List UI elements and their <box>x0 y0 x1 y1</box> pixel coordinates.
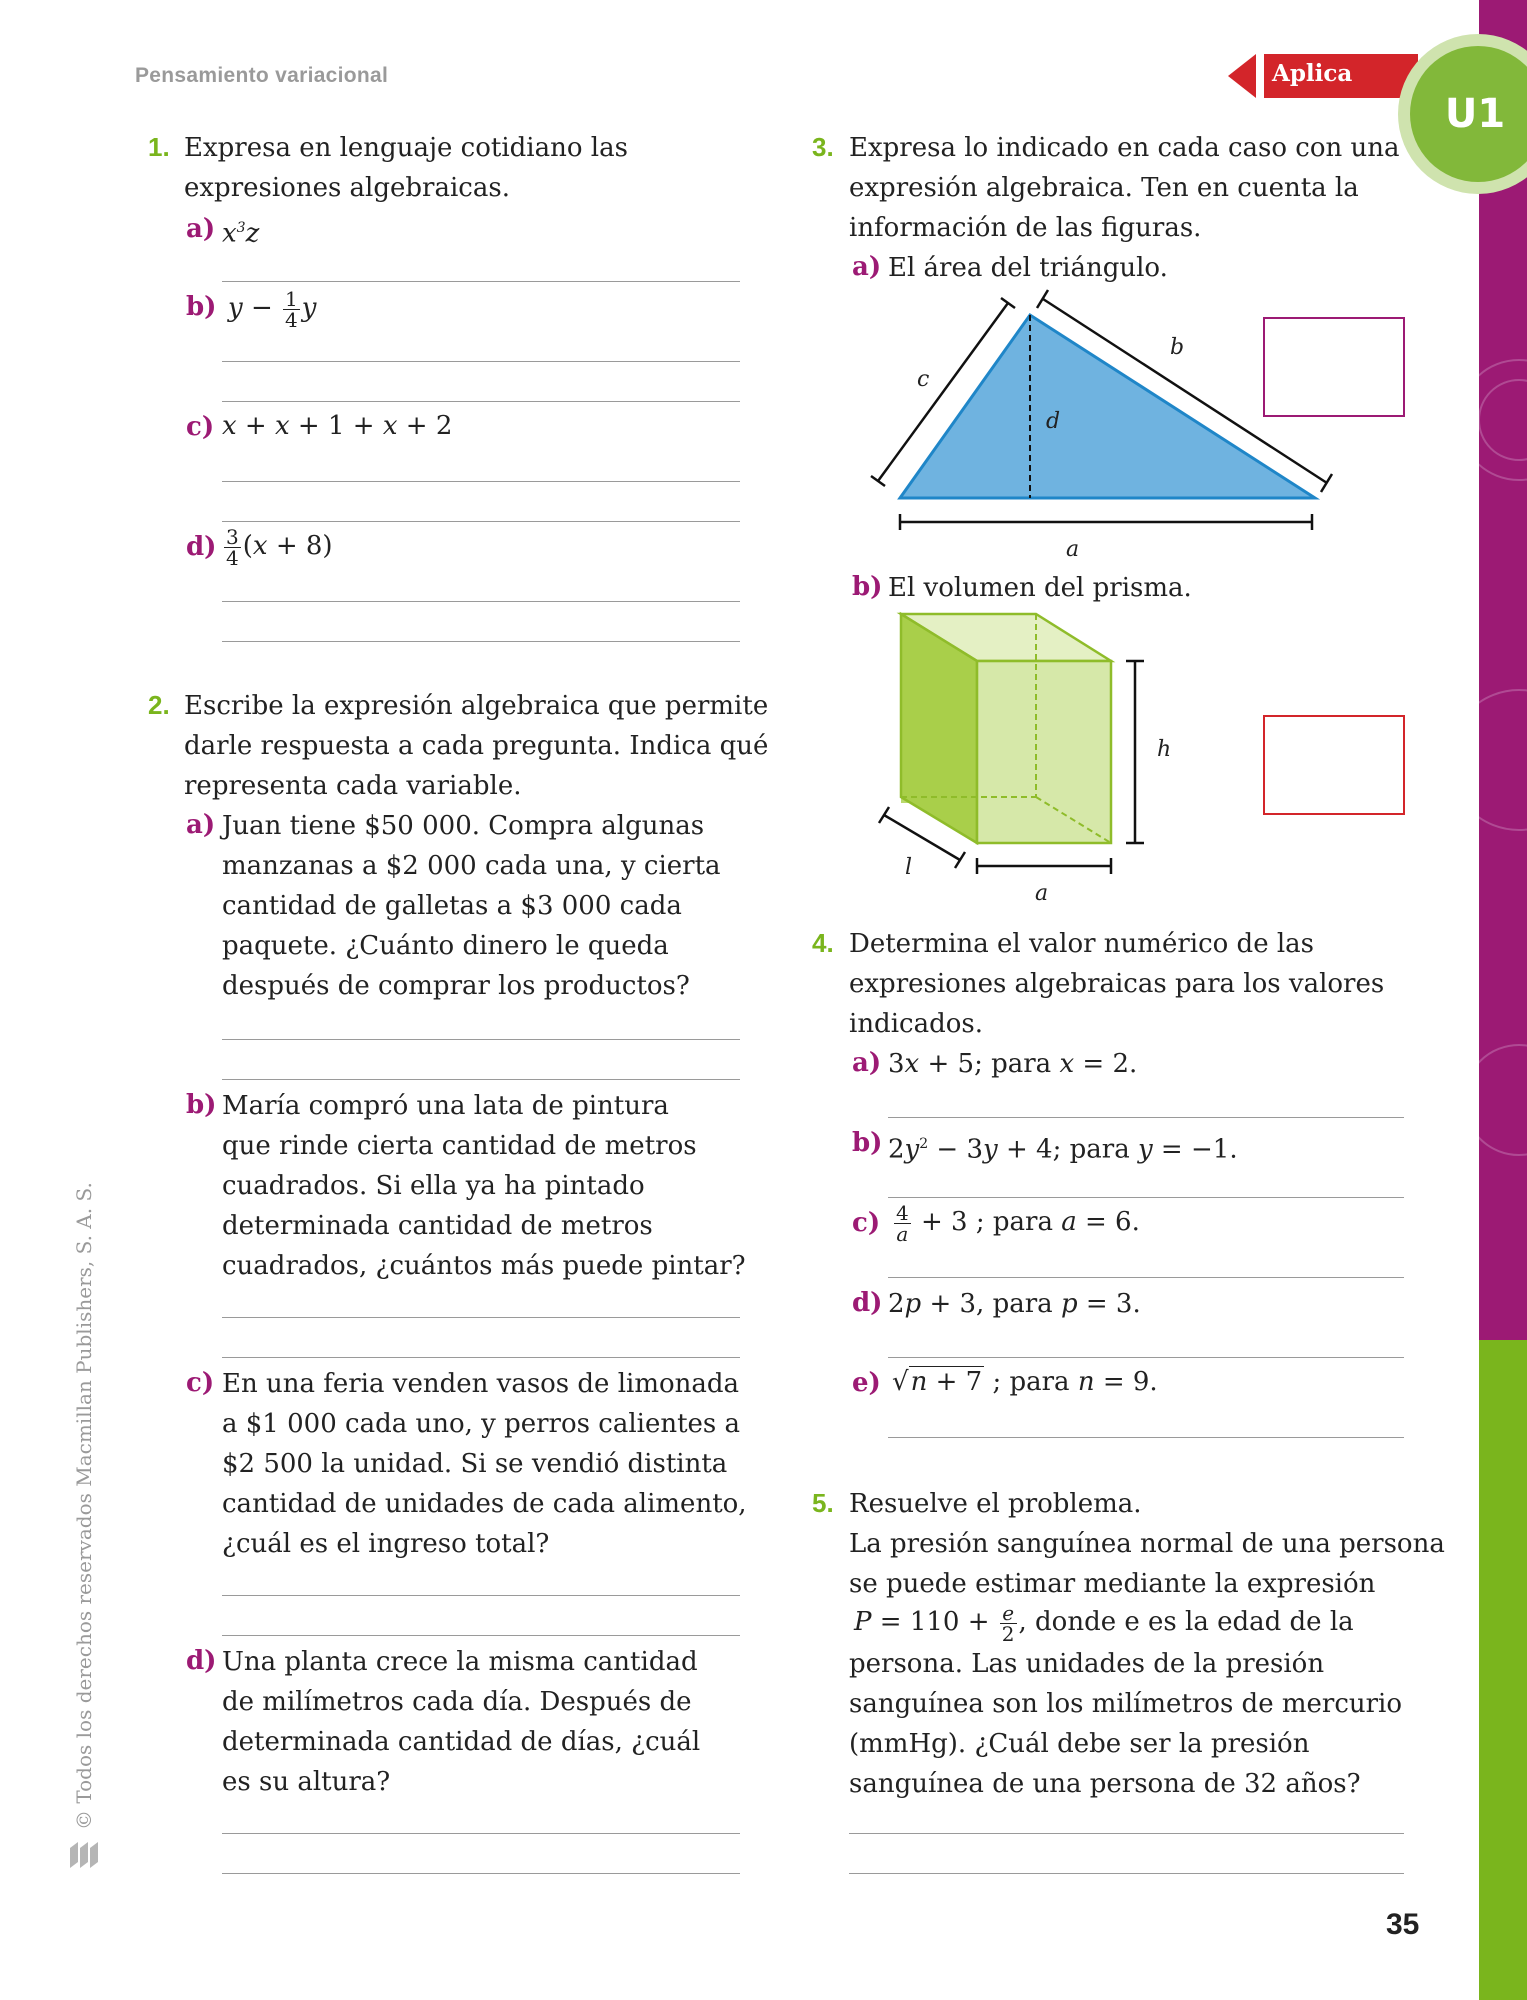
q2-d-answer-line-2[interactable] <box>222 1873 740 1874</box>
q3-text-line1: Expresa lo indicado en cada caso con una <box>849 133 1400 163</box>
q3-b-label: b) <box>852 572 883 602</box>
q1-d-expression: $\frac{3}{4}$ (x + 8) <box>226 524 333 570</box>
q5-line1: La presión sanguínea normal de una persona <box>849 1529 1445 1559</box>
q5-line6: sanguínea de una persona de 32 años? <box>849 1769 1361 1799</box>
q4-text-line1: Determina el valor numérico de las <box>849 929 1315 959</box>
prism-label-l: l <box>905 855 913 880</box>
q1-c-label: c) <box>186 412 215 442</box>
q3-a-text: El área del triángulo. <box>888 253 1168 283</box>
q4-a-label: a) <box>852 1048 882 1078</box>
q4-c-label: c) <box>852 1208 881 1238</box>
q1-a-expression: $x^3z$ <box>222 218 260 249</box>
q2-c-answer-line-1[interactable] <box>222 1595 740 1596</box>
q4-b-expression: $2y^2 - 3y + 4$; para y = −1. <box>888 1134 1238 1165</box>
q2-b-line2: que rinde cierta cantidad de metros <box>222 1131 697 1161</box>
q1-c-answer-line-2[interactable] <box>222 521 740 522</box>
side-band-green <box>1479 1340 1527 2000</box>
q1-d-answer-line-1[interactable] <box>222 601 740 602</box>
q5-formula-line: P = 110 + $\frac{e}{2}$ , donde e es la edad de la <box>854 1600 1354 1646</box>
q2-b-line3: cuadrados. Si ella ya ha pintado <box>222 1171 645 1201</box>
q2-b-answer-line-1[interactable] <box>222 1317 740 1318</box>
q2-b-label: b) <box>186 1090 217 1120</box>
q4-c-answer-line[interactable] <box>888 1277 1404 1278</box>
q4-text-line3: indicados. <box>849 1009 983 1039</box>
q1-b-label: b) <box>186 292 217 322</box>
q2-c-line2: a $1 000 cada uno, y perros calientes a <box>222 1409 741 1439</box>
q3-number: 3. <box>812 132 834 162</box>
q2-c-answer-line-2[interactable] <box>222 1635 740 1636</box>
q1-number: 1. <box>148 132 170 162</box>
q4-b-label: b) <box>852 1128 883 1158</box>
triangle-label-a: a <box>1066 537 1080 562</box>
prism-label-h: h <box>1157 737 1172 762</box>
q1-a-label: a) <box>186 214 216 244</box>
q3-a-answer-box[interactable] <box>1263 317 1405 417</box>
q5-answer-line-1[interactable] <box>849 1833 1404 1834</box>
q1-a-answer-line[interactable] <box>222 281 740 282</box>
q2-text-line1: Escribe la expresión algebraica que permite <box>184 691 769 721</box>
q2-a-answer-line-2[interactable] <box>222 1079 740 1080</box>
q4-d-answer-line[interactable] <box>888 1357 1404 1358</box>
q2-text-line2: darle respuesta a cada pregunta. Indica qué <box>184 731 769 761</box>
q2-d-label: d) <box>186 1646 217 1676</box>
triangle-label-c: c <box>917 367 930 392</box>
prism-label-a: a <box>1035 881 1049 906</box>
q4-a-answer-line[interactable] <box>888 1117 1404 1118</box>
q4-e-expression: √n + 7 ; para n = 9. <box>892 1367 1158 1397</box>
q2-a-line1: Juan tiene $50 000. Compra algunas <box>222 811 705 841</box>
triangle-label-b: b <box>1170 335 1185 360</box>
q2-a-line2: manzanas a $2 000 cada una, y cierta <box>222 851 721 881</box>
q2-b-answer-line-2[interactable] <box>222 1357 740 1358</box>
q4-d-label: d) <box>852 1288 883 1318</box>
q5-line5: (mmHg). ¿Cuál debe ser la presión <box>849 1729 1310 1759</box>
q4-e-answer-line[interactable] <box>888 1437 1404 1438</box>
q3-b-answer-box[interactable] <box>1263 715 1405 815</box>
q1-c-answer-line-1[interactable] <box>222 481 740 482</box>
q1-b-answer-line-2[interactable] <box>222 401 740 402</box>
q4-c-expression: $\frac{4}{a}$ + 3 ; para a = 6. <box>896 1200 1140 1246</box>
q1-b-answer-line-1[interactable] <box>222 361 740 362</box>
q2-a-line3: cantidad de galletas a $3 000 cada <box>222 891 682 921</box>
q4-e-label: e) <box>852 1368 881 1398</box>
q4-b-answer-line[interactable] <box>888 1197 1404 1198</box>
q4-d-expression: 2p + 3, para p = 3. <box>888 1289 1141 1319</box>
aplica-tag: Aplica <box>1272 60 1353 87</box>
section-title: Pensamiento variacional <box>135 64 389 87</box>
copyright-text: © Todos los derechos reservados Macmillan Publishers, S. A. S. <box>72 1182 96 1830</box>
page-number: 35 <box>1386 1908 1420 1941</box>
q2-c-label: c) <box>186 1368 215 1398</box>
q2-a-label: a) <box>186 810 216 840</box>
q1-d-label: d) <box>186 532 217 562</box>
publisher-logo-icon <box>68 1838 104 1872</box>
q1-d-answer-line-2[interactable] <box>222 641 740 642</box>
q2-b-line5: cuadrados, ¿cuántos más puede pintar? <box>222 1251 746 1281</box>
q5-line4: sanguínea son los milímetros de mercurio <box>849 1689 1403 1719</box>
q5-title: Resuelve el problema. <box>849 1489 1142 1519</box>
prism-figure <box>870 608 1160 888</box>
prism-front-face <box>977 661 1111 843</box>
q3-text-line2: expresión algebraica. Ten en cuenta la <box>849 173 1359 203</box>
q1-text-line2: expresiones algebraicas. <box>184 173 510 203</box>
q4-a-expression: 3x + 5; para x = 2. <box>888 1049 1138 1079</box>
q2-d-line2: de milímetros cada día. Después de <box>222 1687 692 1717</box>
q2-a-line4: paquete. ¿Cuánto dinero le queda <box>222 931 669 961</box>
q5-line3: persona. Las unidades de la presión <box>849 1649 1325 1679</box>
q2-b-line1: María compró una lata de pintura <box>222 1091 669 1121</box>
triangle-shape <box>900 315 1315 498</box>
q2-d-line1: Una planta crece la misma cantidad <box>222 1647 698 1677</box>
q3-text-line3: información de las figuras. <box>849 213 1202 243</box>
q5-number: 5. <box>812 1488 834 1518</box>
q1-c-expression: x + x + 1 + x + 2 <box>222 411 453 441</box>
q2-number: 2. <box>148 690 170 720</box>
q2-c-line5: ¿cuál es el ingreso total? <box>222 1529 550 1559</box>
q2-b-line4: determinada cantidad de metros <box>222 1211 653 1241</box>
q2-text-line3: representa cada variable. <box>184 771 522 801</box>
q4-text-line2: expresiones algebraicas para los valores <box>849 969 1385 999</box>
q1-text-line1: Expresa en lenguaje cotidiano las <box>184 133 628 163</box>
q5-formula-tail: , donde e es la edad de la <box>1018 1607 1354 1637</box>
q5-answer-line-2[interactable] <box>849 1873 1404 1874</box>
q4-number: 4. <box>812 928 834 958</box>
q2-d-line3: determinada cantidad de días, ¿cuál <box>222 1727 701 1757</box>
q2-d-answer-line-1[interactable] <box>222 1833 740 1834</box>
q2-c-line3: $2 500 la unidad. Si se vendió distinta <box>222 1449 728 1479</box>
q2-c-line4: cantidad de unidades de cada alimento, <box>222 1489 747 1519</box>
q3-b-text: El volumen del prisma. <box>888 573 1192 603</box>
q2-d-line4: es su altura? <box>222 1767 391 1797</box>
q1-b-expression: y − $\frac{1}{4}$ y <box>228 286 317 332</box>
q2-a-answer-line-1[interactable] <box>222 1039 740 1040</box>
triangle-label-d: d <box>1046 409 1061 434</box>
side-band-circles <box>1479 0 1527 1340</box>
unit-badge: U1 <box>1410 46 1527 182</box>
q2-c-line1: En una feria venden vasos de limonada <box>222 1369 740 1399</box>
q5-line2: se puede estimar mediante la expresión <box>849 1569 1376 1599</box>
q3-a-label: a) <box>852 252 882 282</box>
q2-a-line5: después de comprar los productos? <box>222 971 690 1001</box>
